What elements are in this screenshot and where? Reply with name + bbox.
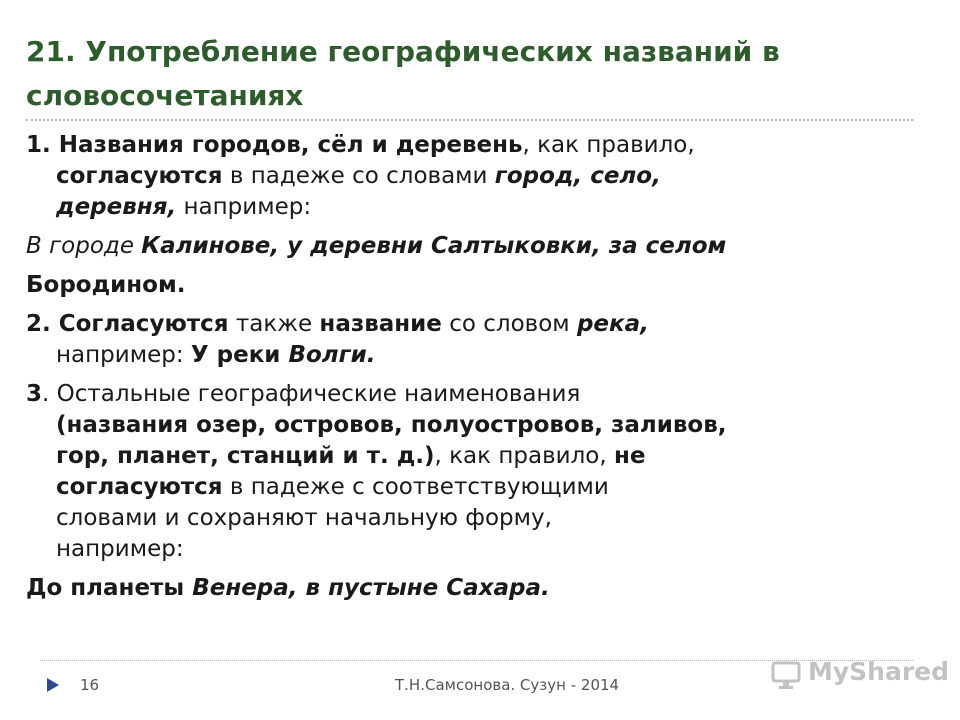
example-3-prefix: До планеты xyxy=(26,575,193,601)
point-2-text: также xyxy=(228,311,320,337)
point-3-line-3 xyxy=(26,441,936,472)
point-3-line-1 xyxy=(26,379,936,410)
slide-body xyxy=(26,130,936,604)
point-3-line-5 xyxy=(26,503,936,534)
point-3-line-4 xyxy=(26,472,936,503)
example-1-line-1 xyxy=(26,231,936,262)
point-3-number: 3 xyxy=(26,381,43,407)
point-3-line-6 xyxy=(26,534,936,565)
slide-title-line-2: словосочетаниях xyxy=(26,79,304,112)
point-2-line-1 xyxy=(26,309,936,340)
point-2-example: У реки xyxy=(190,342,289,368)
point-2-text-2: со словом xyxy=(441,311,577,337)
point-1-line-1 xyxy=(26,130,936,161)
example-1-end: Бородином. xyxy=(26,272,186,298)
point-3-text-4: словами и сохраняют начальную форму, xyxy=(56,505,552,531)
point-3-line-2 xyxy=(26,410,936,441)
point-1-line-3 xyxy=(26,192,936,223)
point-3-text: . Остальные географические наименования xyxy=(42,381,581,407)
point-1-keyword-village: деревня, xyxy=(56,194,177,220)
point-2-line-2 xyxy=(26,340,936,371)
point-1-text: , как правило, xyxy=(522,132,695,158)
page-number: 16 xyxy=(80,676,100,694)
slide-title-line-1: 21. Употребление географических названий в xyxy=(26,35,780,68)
watermark-text: MyShared xyxy=(808,657,950,686)
point-3-list-end: гор, планет, станций и т. д.) xyxy=(56,443,435,469)
point-1-text-2: в падеже со словами xyxy=(222,163,495,189)
slide-title xyxy=(26,30,926,118)
point-1-agree: согласуются xyxy=(56,163,223,189)
point-1-subject: Названия городов, сёл и деревень xyxy=(50,132,523,158)
point-2-name: название xyxy=(319,311,442,337)
example-1-names: Калинове, у деревни Салтыковки, за селом xyxy=(141,233,727,259)
point-3-example-label: например: xyxy=(56,536,184,562)
point-3-list: (названия озер, островов, полуостровов, заливов, xyxy=(56,412,727,438)
watermark xyxy=(768,655,950,695)
point-1-number: 1. xyxy=(26,132,51,158)
title-divider xyxy=(26,119,913,121)
monitor-icon xyxy=(770,657,804,691)
point-2-example-label: например: xyxy=(56,342,191,368)
example-3-names: Венера, в пустыне Сахара. xyxy=(192,575,550,601)
point-3-not: не xyxy=(614,443,646,469)
example-1-prefix: В городе xyxy=(26,233,142,259)
point-3-text-2: , как правило, xyxy=(434,443,614,469)
example-1-line-2 xyxy=(26,270,936,301)
point-1-example-label: например: xyxy=(176,194,312,220)
point-1-line-2 xyxy=(26,161,936,192)
example-3-line-1 xyxy=(26,573,936,604)
point-2-example-name: Волги. xyxy=(288,342,376,368)
footer-author: Т.Н.Самсонова. Сузун - 2014 xyxy=(395,676,620,694)
point-2-keyword-river: река, xyxy=(576,311,649,337)
point-3-text-3: в падеже с соответствующими xyxy=(222,474,609,500)
point-3-agree: согласуются xyxy=(56,474,223,500)
point-1-keywords: город, село, xyxy=(494,163,661,189)
play-arrow-icon xyxy=(45,677,61,693)
point-2-agree: 2. Согласуются xyxy=(26,311,229,337)
